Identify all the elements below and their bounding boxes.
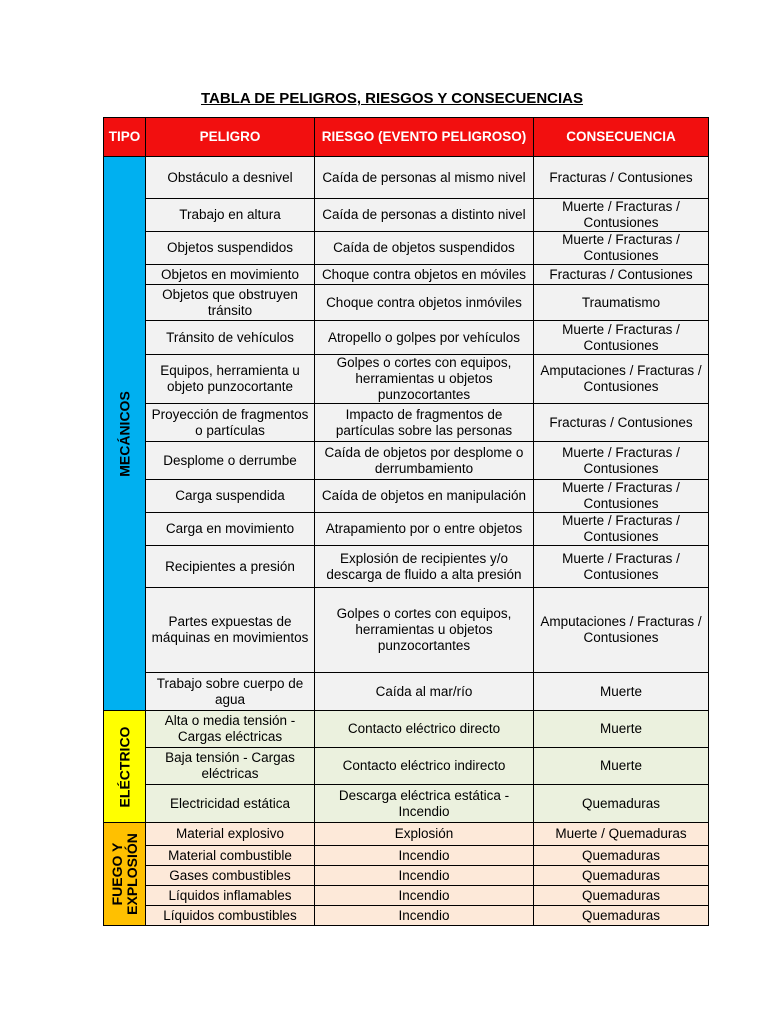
riesgo-cell: Choque contra objetos inmóviles bbox=[315, 285, 534, 321]
riesgo-cell: Incendio bbox=[315, 846, 534, 866]
header-tipo: TIPO bbox=[104, 118, 146, 157]
riesgo-cell: Incendio bbox=[315, 866, 534, 886]
riesgo-cell: Choque contra objetos en móviles bbox=[315, 265, 534, 285]
page-title: TABLA DE PELIGROS, RIESGOS Y CONSECUENCIAS bbox=[200, 90, 583, 107]
category-label-line2: EXPLOSIÓN bbox=[123, 833, 140, 915]
riesgo-cell: Explosión bbox=[315, 823, 534, 846]
peligro-cell: Partes expuestas de máquinas en movimientos bbox=[146, 588, 315, 673]
consecuencia-cell: Muerte / Fracturas / Contusiones bbox=[534, 232, 709, 265]
header-consecuencia: CONSECUENCIA bbox=[534, 118, 709, 157]
consecuencia-cell: Muerte / Quemaduras bbox=[534, 823, 709, 846]
consecuencia-cell: Quemaduras bbox=[534, 785, 709, 823]
peligro-cell: Gases combustibles bbox=[146, 866, 315, 886]
table-row bbox=[104, 588, 709, 673]
riesgo-cell: Atropello o golpes por vehículos bbox=[315, 321, 534, 355]
category-mecanicos bbox=[104, 157, 146, 711]
consecuencia-cell: Traumatismo bbox=[534, 285, 709, 321]
table-row bbox=[104, 748, 709, 785]
riesgo-cell: Caída al mar/río bbox=[315, 673, 534, 711]
riesgo-cell: Contacto eléctrico directo bbox=[315, 711, 534, 748]
category-label-line1: FUEGO Y bbox=[108, 842, 125, 906]
consecuencia-cell: Muerte / Fracturas / Contusiones bbox=[534, 513, 709, 546]
riesgo-cell: Caída de objetos en manipulación bbox=[315, 480, 534, 513]
peligro-cell: Trabajo sobre cuerpo de agua bbox=[146, 673, 315, 711]
consecuencia-cell: Fracturas / Contusiones bbox=[534, 265, 709, 285]
table-row bbox=[104, 404, 709, 442]
peligro-cell: Recipientes a presión bbox=[146, 546, 315, 588]
riesgo-cell: Caída de personas al mismo nivel bbox=[315, 157, 534, 199]
consecuencia-cell: Muerte / Fracturas / Contusiones bbox=[534, 442, 709, 480]
table-row bbox=[104, 546, 709, 588]
consecuencia-cell: Muerte bbox=[534, 711, 709, 748]
peligro-cell: Baja tensión - Cargas eléctricas bbox=[146, 748, 315, 785]
table-row bbox=[104, 285, 709, 321]
peligro-cell: Tránsito de vehículos bbox=[146, 321, 315, 355]
riesgo-cell: Explosión de recipientes y/o descarga de fluido a alta presión bbox=[315, 546, 534, 588]
consecuencia-cell: Quemaduras bbox=[534, 906, 709, 926]
peligro-cell: Líquidos combustibles bbox=[146, 906, 315, 926]
consecuencia-cell: Muerte / Fracturas / Contusiones bbox=[534, 480, 709, 513]
table-row bbox=[104, 906, 709, 926]
riesgo-cell: Golpes o cortes con equipos, herramientas u objetos punzocortantes bbox=[315, 355, 534, 404]
category-label bbox=[110, 833, 140, 915]
consecuencia-cell: Muerte bbox=[534, 673, 709, 711]
peligro-cell: Trabajo en altura bbox=[146, 199, 315, 232]
riesgo-cell: Golpes o cortes con equipos, herramientas u objetos punzocortantes bbox=[315, 588, 534, 673]
riesgo-cell: Incendio bbox=[315, 906, 534, 926]
table-row bbox=[104, 321, 709, 355]
riesgo-cell: Incendio bbox=[315, 886, 534, 906]
peligro-cell: Objetos en movimiento bbox=[146, 265, 315, 285]
consecuencia-cell: Quemaduras bbox=[534, 886, 709, 906]
table-row bbox=[104, 265, 709, 285]
peligro-cell: Proyección de fragmentos o partículas bbox=[146, 404, 315, 442]
table-row bbox=[104, 823, 709, 846]
peligro-cell: Material explosivo bbox=[146, 823, 315, 846]
riesgo-cell: Atrapamiento por o entre objetos bbox=[315, 513, 534, 546]
consecuencia-cell: Amputaciones / Fracturas / Contusiones bbox=[534, 355, 709, 404]
consecuencia-cell: Muerte bbox=[534, 748, 709, 785]
peligro-cell: Carga en movimiento bbox=[146, 513, 315, 546]
riesgo-cell: Caída de personas a distinto nivel bbox=[315, 199, 534, 232]
table-row bbox=[104, 157, 709, 199]
peligro-cell: Alta o media tensión - Cargas eléctricas bbox=[146, 711, 315, 748]
peligro-cell: Carga suspendida bbox=[146, 480, 315, 513]
table-row bbox=[104, 673, 709, 711]
category-electrico bbox=[104, 711, 146, 823]
peligro-cell: Material combustible bbox=[146, 846, 315, 866]
peligro-cell: Líquidos inflamables bbox=[146, 886, 315, 906]
table-row bbox=[104, 886, 709, 906]
table-row bbox=[104, 513, 709, 546]
peligro-cell: Objetos suspendidos bbox=[146, 232, 315, 265]
consecuencia-cell: Quemaduras bbox=[534, 866, 709, 886]
table-row bbox=[104, 866, 709, 886]
header-riesgo: RIESGO (EVENTO PELIGROSO) bbox=[315, 118, 534, 157]
table-row bbox=[104, 785, 709, 823]
header-peligro: PELIGRO bbox=[146, 118, 315, 157]
riesgo-cell: Contacto eléctrico indirecto bbox=[315, 748, 534, 785]
consecuencia-cell: Quemaduras bbox=[534, 846, 709, 866]
table-row bbox=[104, 711, 709, 748]
category-fuego-explosion bbox=[104, 823, 146, 926]
table-row bbox=[104, 846, 709, 866]
table-header-row bbox=[104, 118, 709, 157]
riesgo-cell: Impacto de fragmentos de partículas sobre las personas bbox=[315, 404, 534, 442]
riesgo-cell: Caída de objetos por desplome o derrumbamiento bbox=[315, 442, 534, 480]
peligro-cell: Desplome o derrumbe bbox=[146, 442, 315, 480]
category-label: ELÉCTRICO bbox=[116, 726, 132, 807]
consecuencia-cell: Fracturas / Contusiones bbox=[534, 404, 709, 442]
peligro-cell: Objetos que obstruyen tránsito bbox=[146, 285, 315, 321]
hazards-table bbox=[103, 117, 709, 926]
table-row bbox=[104, 232, 709, 265]
consecuencia-cell: Fracturas / Contusiones bbox=[534, 157, 709, 199]
table-row bbox=[104, 442, 709, 480]
riesgo-cell: Descarga eléctrica estática - Incendio bbox=[315, 785, 534, 823]
consecuencia-cell: Muerte / Fracturas / Contusiones bbox=[534, 199, 709, 232]
consecuencia-cell: Amputaciones / Fracturas / Contusiones bbox=[534, 588, 709, 673]
category-label: MECÁNICOS bbox=[116, 390, 132, 477]
peligro-cell: Equipos, herramienta u objeto punzocortante bbox=[146, 355, 315, 404]
peligro-cell: Electricidad estática bbox=[146, 785, 315, 823]
table-row bbox=[104, 199, 709, 232]
riesgo-cell: Caída de objetos suspendidos bbox=[315, 232, 534, 265]
consecuencia-cell: Muerte / Fracturas / Contusiones bbox=[534, 321, 709, 355]
peligro-cell: Obstáculo a desnivel bbox=[146, 157, 315, 199]
table-row bbox=[104, 355, 709, 404]
consecuencia-cell: Muerte / Fracturas / Contusiones bbox=[534, 546, 709, 588]
table-row bbox=[104, 480, 709, 513]
